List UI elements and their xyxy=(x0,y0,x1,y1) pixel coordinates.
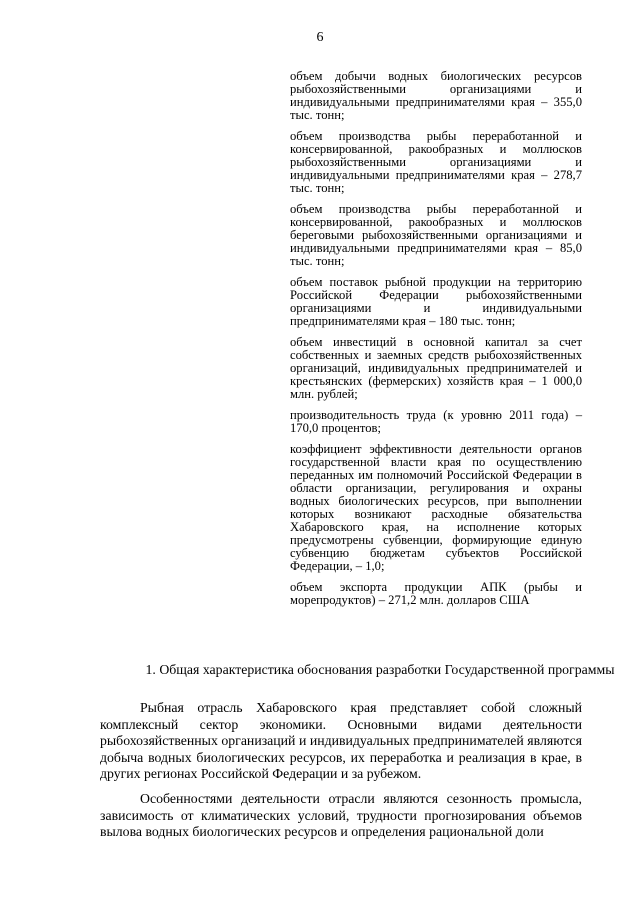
target-item: объем производства рыбы переработанной и консервированной, ракообразных и моллюсков береговыми рыбохозяйственными организациями и индивидуальными предпринимателями края – 85,0 тыс. тонн; xyxy=(290,202,582,268)
paragraph: Особенностями деятельности отрасли являются сезонность промысла, зависимость от климатических условий, трудности прогнозирования объемов вылова водных биологических ресурсов и определения рациональной доли xyxy=(100,790,582,840)
target-item: объем производства рыбы переработанной и консервированной, ракообразных и моллюсков рыбохозяйственными организациями и индивидуальными предпринимателями края – 278,7 тыс. тонн; xyxy=(290,129,582,195)
target-item: объем инвестиций в основной капитал за счет собственных и заемных средств рыбохозяйственных организаций, индивидуальных предпринимателей и крестьянских (фермерских) хозяйств края – 1 000,0 млн. рублей; xyxy=(290,335,582,401)
target-item: объем экспорта продукции АПК (рыбы и морепродуктов) – 271,2 млн. долларов США xyxy=(290,580,582,607)
section-body xyxy=(100,700,582,849)
target-indicators-list xyxy=(290,70,582,615)
paragraph: Рыбная отрасль Хабаровского края представляет собой сложный комплексный сектор экономики. Основными видами деятельности рыбохозяйственных организаций и индивидуальных предпринимателей являются добыча водных биологических ресурсов, их переработка и реализация в крае, в других регионах Российской Федерации и за рубежом. xyxy=(100,700,582,782)
target-item: коэффициент эффективности деятельности органов государственной власти края по осуществлению переданных им полномочий Российской Федерации в области организации, регулирования и охраны водных биологических ресурсов, при выполнении которых возникают расходные обязательства Хабаровского края, на исполнение которых предусмотрены субвенции, формирующие единую субвенцию бюджетам субъектов Российской Федерации, – 1,0; xyxy=(290,442,582,573)
target-item: объем поставок рыбной продукции на территорию Российской Федерации рыбохозяйственными организациями и индивидуальными предпринимателями края – 180 тыс. тонн; xyxy=(290,275,582,328)
target-item: производительность труда (к уровню 2011 года) – 170,0 процентов; xyxy=(290,408,582,435)
target-item: объем добычи водных биологических ресурсов рыбохозяйственными организациями и индивидуальными предпринимателями края – 355,0 тыс. тонн; xyxy=(290,69,582,122)
section-heading: 1. Общая характеристика обоснования разработки Государственной программы xyxy=(145,662,615,677)
page-number: 6 xyxy=(316,30,324,45)
